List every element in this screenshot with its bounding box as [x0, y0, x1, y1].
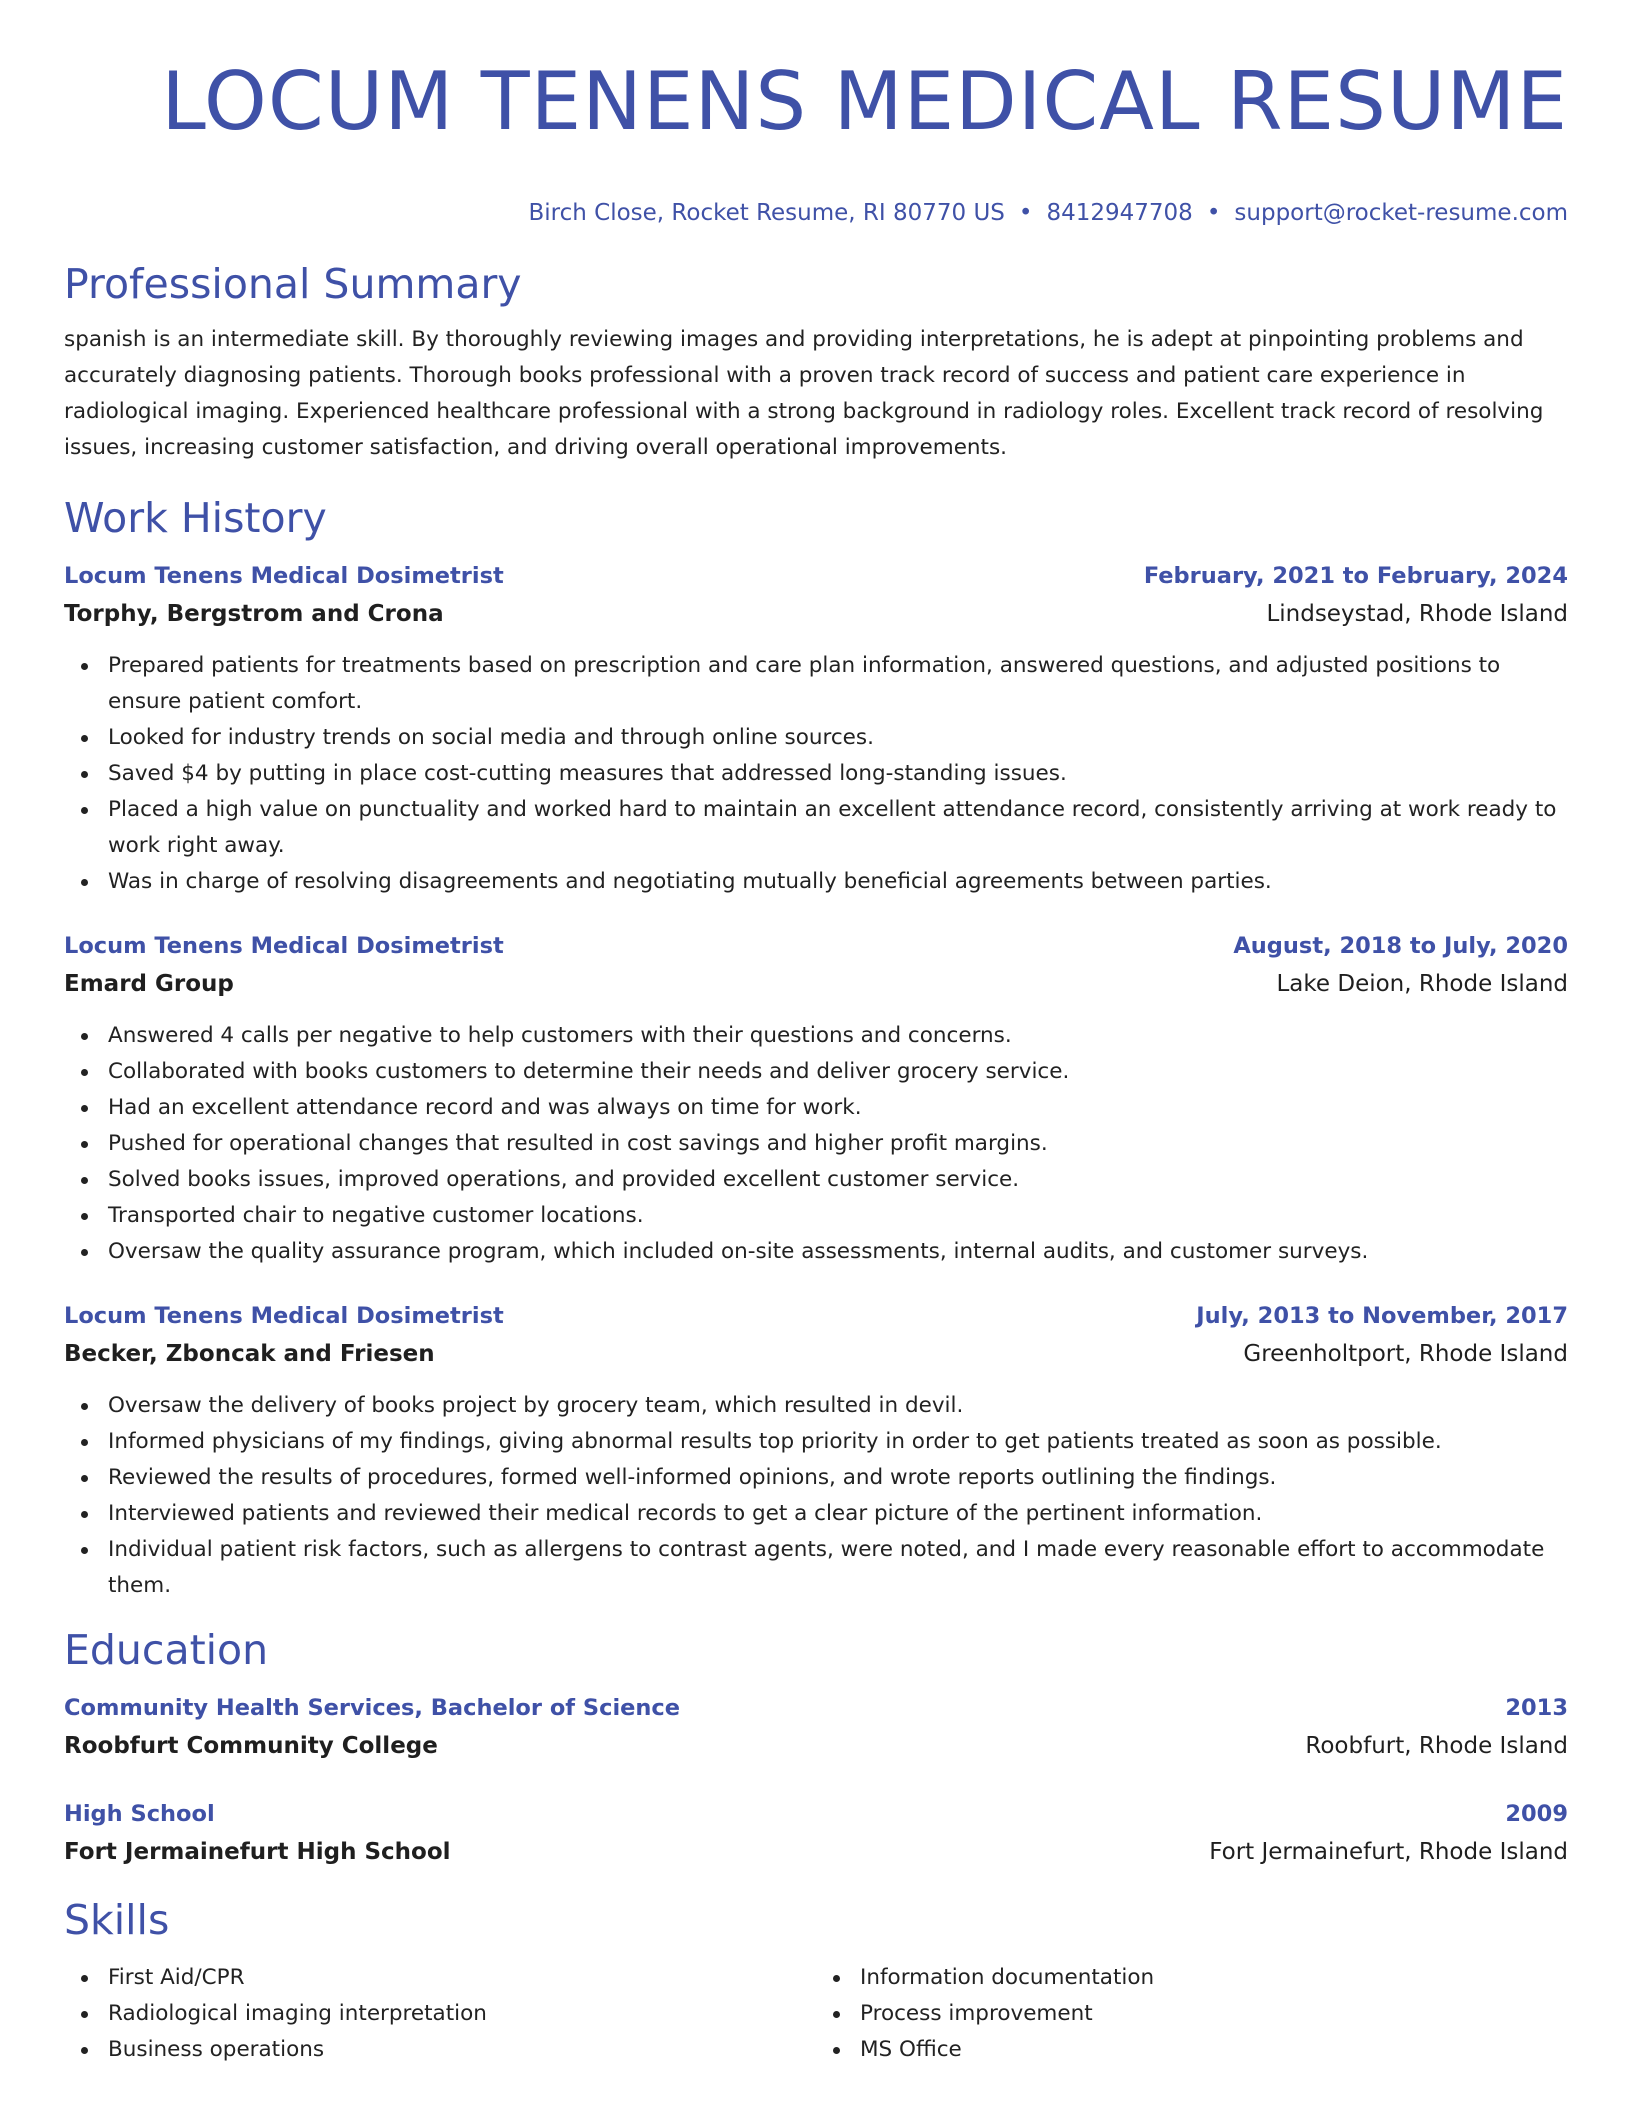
education-heading: Education — [64, 1626, 269, 1674]
education-degree: High School — [64, 1801, 215, 1827]
job-bullets — [64, 1388, 1568, 1604]
job-bullet: Transported chair to negative customer locations. — [108, 1198, 1568, 1234]
education-school-row — [64, 1832, 1568, 1872]
summary-heading: Professional Summary — [64, 260, 522, 308]
education-degree-row — [64, 1690, 1568, 1726]
job-bullet: Looked for industry trends on social media and through online sources. — [108, 720, 1568, 756]
contact-phone: 8412947708 — [1046, 200, 1193, 226]
skills-grid — [64, 1960, 1568, 2068]
contact-email: support@rocket-resume.com — [1234, 200, 1568, 226]
education-entry — [64, 1796, 1568, 1872]
job-bullet: Had an excellent attendance record and was always on time for work. — [108, 1090, 1568, 1126]
contact-line — [64, 198, 1568, 228]
job-company: Becker, Zboncak and Friesen — [64, 1341, 435, 1367]
education-school: Roobfurt Community College — [64, 1733, 438, 1759]
skill-item: First Aid/CPR — [108, 1960, 816, 1996]
job-dates: February, 2021 to February, 2024 — [1143, 563, 1568, 589]
job-location: Lake Deion, Rhode Island — [1276, 971, 1568, 997]
job-company-row — [64, 1334, 1568, 1374]
job-bullet: Solved books issues, improved operations, and provided excellent customer service. — [108, 1162, 1568, 1198]
contact-address: Birch Close, Rocket Resume, RI 80770 US — [528, 200, 1005, 226]
job-bullet: Interviewed patients and reviewed their medical records to get a clear picture of the pertinent information. — [108, 1496, 1568, 1532]
job-company-row — [64, 964, 1568, 1004]
job-dates: August, 2018 to July, 2020 — [1233, 933, 1568, 959]
education-entry — [64, 1690, 1568, 1766]
job-location: Lindseystad, Rhode Island — [1266, 601, 1568, 627]
skill-item: Radiological imaging interpretation — [108, 1996, 816, 2032]
job-company: Torphy, Bergstrom and Crona — [64, 601, 444, 627]
job-bullet: Individual patient risk factors, such as allergens to contrast agents, were noted, and I made every reasonable effort to accommodate them. — [108, 1532, 1568, 1604]
job-bullet: Placed a high value on punctuality and worked hard to maintain an excellent attendance record, consistently arriving at work ready to work right away. — [108, 792, 1568, 864]
skills-heading: Skills — [64, 1896, 170, 1944]
job-bullet: Answered 4 calls per negative to help customers with their questions and concerns. — [108, 1018, 1568, 1054]
job-title: Locum Tenens Medical Dosimetrist — [64, 1303, 504, 1329]
skill-item: Business operations — [108, 2032, 816, 2068]
job-bullet: Collaborated with books customers to determine their needs and deliver grocery service. — [108, 1054, 1568, 1090]
job-title: Locum Tenens Medical Dosimetrist — [64, 933, 504, 959]
summary-text: spanish is an intermediate skill. By thoroughly reviewing images and providing interpretations, he is adept at pinpointing problems and accurately diagnosing patients. Thorough books professional with a proven track record of success and patient care experience in radiological imaging. Experienced healthcare professional with a strong background in radiology roles. Excellent track record of resolving issues, increasing customer satisfaction, and driving overall operational improvements. — [64, 327, 1544, 460]
skills-list-left — [64, 1960, 816, 2068]
contact-separator: • — [1206, 200, 1221, 226]
job-entry — [64, 558, 1568, 900]
job-bullet: Oversaw the delivery of books project by grocery team, which resulted in devil. — [108, 1388, 1568, 1424]
job-location: Greenholtport, Rhode Island — [1243, 1341, 1568, 1367]
job-bullet: Reviewed the results of procedures, formed well-informed opinions, and wrote reports outlining the findings. — [108, 1460, 1568, 1496]
resume-header — [64, 0, 1568, 228]
job-title-row — [64, 1298, 1568, 1334]
contact-separator: • — [1018, 200, 1033, 226]
education-school: Fort Jermainefurt High School — [64, 1839, 451, 1865]
job-title-row — [64, 928, 1568, 964]
job-bullets — [64, 1018, 1568, 1270]
job-bullet: Saved $4 by putting in place cost-cutting measures that addressed long-standing issues. — [108, 756, 1568, 792]
education-degree: Community Health Services, Bachelor of Science — [64, 1695, 681, 1721]
job-entry — [64, 928, 1568, 1270]
work-history-section — [64, 492, 1568, 1604]
job-bullet: Oversaw the quality assurance program, which included on-site assessments, internal audits, and customer surveys. — [108, 1234, 1568, 1270]
job-title-row — [64, 558, 1568, 594]
job-company-row — [64, 594, 1568, 634]
work-history-heading: Work History — [64, 494, 327, 542]
education-degree-row — [64, 1796, 1568, 1832]
job-dates: July, 2013 to November, 2017 — [1196, 1303, 1568, 1329]
resume-title: LOCUM TENENS MEDICAL RESUME — [161, 55, 1568, 148]
education-location: Roobfurt, Rhode Island — [1305, 1733, 1568, 1759]
job-bullets — [64, 648, 1568, 900]
summary-section — [64, 258, 1568, 466]
skill-item: Process improvement — [860, 1996, 1568, 2032]
job-bullet: Was in charge of resolving disagreements and negotiating mutually beneficial agreements between parties. — [108, 864, 1568, 900]
education-section — [64, 1624, 1568, 1872]
skills-list-right — [816, 1960, 1568, 2068]
job-bullet: Prepared patients for treatments based on prescription and care plan information, answered questions, and adjusted positions to ensure patient comfort. — [108, 648, 1568, 720]
education-school-row — [64, 1726, 1568, 1766]
job-bullet: Pushed for operational changes that resulted in cost savings and higher profit margins. — [108, 1126, 1568, 1162]
education-year: 2013 — [1505, 1695, 1568, 1721]
skill-item: Information documentation — [860, 1960, 1568, 1996]
education-location: Fort Jermainefurt, Rhode Island — [1209, 1839, 1568, 1865]
job-title: Locum Tenens Medical Dosimetrist — [64, 563, 504, 589]
education-year: 2009 — [1505, 1801, 1568, 1827]
job-bullet: Informed physicians of my findings, giving abnormal results top priority in order to get patients treated as soon as possible. — [108, 1424, 1568, 1460]
job-entry — [64, 1298, 1568, 1604]
job-company: Emard Group — [64, 971, 234, 997]
skill-item: MS Office — [860, 2032, 1568, 2068]
skills-section — [64, 1894, 1568, 2068]
